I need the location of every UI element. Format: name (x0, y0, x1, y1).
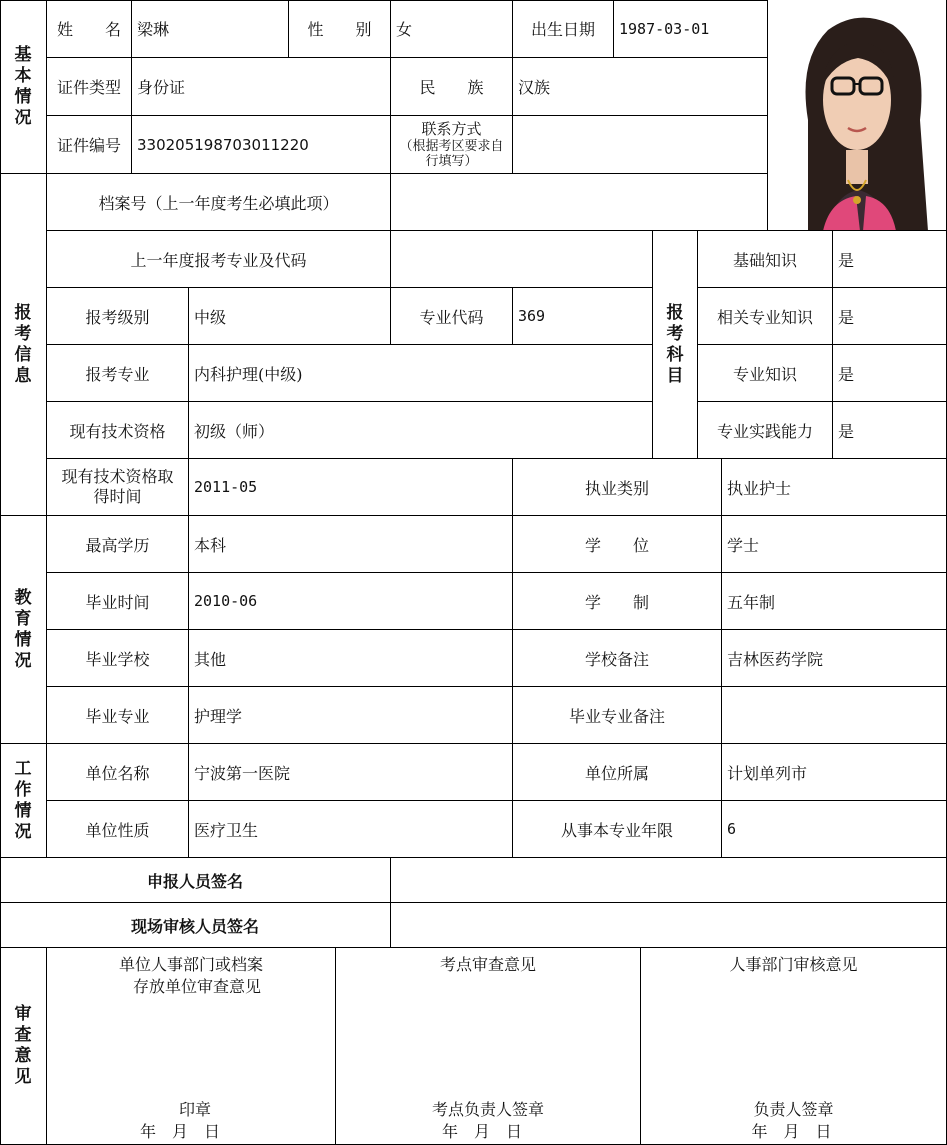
label-subject-4-text: 专业实践能力 (716, 421, 813, 441)
value-major (189, 345, 653, 402)
review-site-date: 年 月 日 (441, 1122, 522, 1141)
value-major-code-text: 369 (518, 307, 546, 325)
review-site-box (336, 948, 641, 1145)
label-degree (513, 516, 722, 573)
section-subjects (653, 231, 698, 459)
label-archive (47, 174, 391, 231)
label-employer-affil-text: 单位所属 (584, 763, 649, 783)
value-grad-major-note (722, 687, 947, 744)
section-char: 况 (14, 650, 32, 671)
value-prev-major (391, 231, 653, 288)
value-edu (189, 516, 513, 573)
label-practice-type (513, 459, 722, 516)
value-employer (189, 744, 513, 801)
label-onsite-sign-text: 现场审核人员签名 (130, 916, 259, 936)
label-gender-text: 性 别 (307, 20, 372, 39)
section-char: 考 (14, 323, 32, 344)
section-char: 工 (14, 758, 32, 779)
section-char: 科 (666, 344, 684, 365)
section-char: 报 (14, 302, 32, 323)
section-char: 育 (14, 608, 32, 629)
label-degree-text: 学 位 (584, 535, 649, 555)
section-char: 况 (14, 821, 32, 842)
value-school-text: 其他 (194, 649, 227, 669)
section-char: 情 (14, 629, 32, 650)
label-birth-text: 出生日期 (530, 20, 595, 39)
value-employer-type (189, 801, 513, 858)
section-char: 息 (14, 365, 32, 386)
section-char: 作 (14, 779, 32, 800)
value-employer-text: 宁波第一医院 (194, 763, 291, 783)
value-grad-time (189, 573, 513, 630)
section-char: 教 (14, 587, 32, 608)
review-hr-title: 人事部门审核意见 (729, 955, 858, 974)
label-subject-2 (698, 288, 833, 345)
section-review (0, 948, 47, 1145)
label-prev-major (47, 231, 391, 288)
value-subject-4-text: 是 (838, 421, 855, 441)
label-school-text: 毕业学校 (85, 649, 150, 669)
value-major-code (513, 288, 653, 345)
label-major-code (391, 288, 513, 345)
value-archive (391, 174, 768, 231)
value-subject-3-text: 是 (838, 364, 855, 384)
label-school-years (513, 573, 722, 630)
section-char: 信 (14, 344, 32, 365)
label-school-years-text: 学 制 (584, 592, 649, 612)
label-grad-time-text: 毕业时间 (85, 592, 150, 612)
review-unit-title-line1: 单位人事部门或档案 (118, 955, 263, 974)
label-subject-3-text: 专业知识 (732, 364, 797, 384)
label-name (47, 0, 132, 58)
section-char: 情 (14, 86, 32, 107)
section-char: 报 (666, 302, 684, 323)
value-grad-time-text: 2010-06 (194, 592, 258, 610)
value-school-note-text: 吉林医药学院 (727, 649, 824, 669)
section-education (0, 516, 47, 744)
label-subject-3 (698, 345, 833, 402)
value-school (189, 630, 513, 687)
label-id-type (47, 58, 132, 116)
value-current-title (189, 402, 653, 459)
section-basic (0, 0, 47, 174)
label-current-title (47, 402, 189, 459)
value-practice-type (722, 459, 947, 516)
applicant-sign-area[interactable] (391, 858, 947, 903)
value-subject-2-text: 是 (838, 307, 855, 327)
section-char: 考 (666, 323, 684, 344)
label-employer-text: 单位名称 (85, 763, 150, 783)
label-title-time-line1: 现有技术资格取 (61, 467, 174, 486)
value-name (132, 0, 289, 58)
value-title-time-text: 2011-05 (194, 478, 258, 496)
label-level-text: 报考级别 (85, 307, 150, 327)
label-name-text: 姓 名 (56, 20, 121, 39)
value-name-text: 梁琳 (137, 20, 170, 39)
label-ethnicity-text: 民 族 (419, 78, 484, 97)
onsite-sign-area[interactable] (391, 903, 947, 948)
label-contact (391, 116, 513, 174)
applicant-photo (768, 0, 947, 231)
value-school-note (722, 630, 947, 687)
section-char: 意 (14, 1046, 32, 1066)
label-edu (47, 516, 189, 573)
label-contact-line1: 联系方式 (421, 120, 482, 138)
value-birth (614, 0, 768, 58)
section-char: 目 (666, 365, 684, 386)
label-major (47, 345, 189, 402)
value-degree-text: 学士 (727, 535, 760, 555)
review-unit-box (47, 948, 336, 1145)
label-level (47, 288, 189, 345)
value-birth-text: 1987-03-01 (619, 19, 710, 38)
label-employer-type-text: 单位性质 (85, 820, 150, 840)
label-gender (289, 0, 391, 58)
value-practice-type-text: 执业护士 (727, 478, 792, 498)
section-work (0, 744, 47, 858)
label-onsite-sign (0, 903, 391, 948)
value-edu-text: 本科 (194, 535, 227, 555)
section-char: 情 (14, 800, 32, 821)
value-ethnicity (513, 58, 768, 116)
site-sign-label: 考点负责人签章 (431, 1100, 544, 1119)
value-level (189, 288, 391, 345)
hr-sign-label: 负责人签章 (753, 1100, 834, 1119)
value-major-text: 内科护理(中级) (194, 364, 303, 384)
value-employer-type-text: 医疗卫生 (194, 820, 259, 840)
review-hr-date: 年 月 日 (751, 1122, 832, 1141)
value-subject-4 (833, 402, 947, 459)
label-id-type-text: 证件类型 (56, 78, 121, 97)
label-id-no-text: 证件编号 (56, 136, 121, 155)
section-char: 审 (14, 1004, 32, 1024)
label-school (47, 630, 189, 687)
portrait-image (768, 0, 947, 231)
label-years-in-field-text: 从事本专业年限 (560, 820, 673, 840)
label-grad-major-note-text: 毕业专业备注 (568, 706, 665, 726)
value-gender-text: 女 (396, 20, 413, 39)
review-unit-date: 年 月 日 (139, 1122, 220, 1141)
label-employer (47, 744, 189, 801)
label-employer-type (47, 801, 189, 858)
label-current-title-text: 现有技术资格 (69, 421, 166, 441)
value-ethnicity-text: 汉族 (518, 78, 551, 97)
label-contact-line3: 行填写） (425, 154, 478, 169)
label-contact-line2: （根据考区要求自 (399, 139, 504, 154)
label-birth (513, 0, 614, 58)
label-applicant-sign (0, 858, 391, 903)
review-unit-sign (47, 1099, 335, 1143)
label-subject-2-text: 相关专业知识 (716, 307, 813, 327)
review-hr-sign (641, 1099, 946, 1143)
label-employer-affil (513, 744, 722, 801)
label-ethnicity (391, 58, 513, 116)
value-contact (513, 116, 768, 174)
value-employer-affil (722, 744, 947, 801)
label-grad-major-text: 毕业专业 (85, 706, 150, 726)
value-subject-1-text: 是 (838, 250, 855, 270)
value-gender (391, 0, 513, 58)
label-subject-1-text: 基础知识 (732, 250, 797, 270)
label-grad-major-note (513, 687, 722, 744)
section-char: 况 (14, 107, 32, 128)
section-char: 见 (14, 1067, 32, 1087)
section-exam (0, 174, 47, 516)
label-subject-4 (698, 402, 833, 459)
value-grad-major-text: 护理学 (194, 706, 243, 726)
value-grad-major (189, 687, 513, 744)
value-id-no-text: 330205198703011220 (137, 135, 309, 154)
label-grad-time (47, 573, 189, 630)
label-applicant-sign-text: 申报人员签名 (146, 871, 243, 891)
value-school-years (722, 573, 947, 630)
label-title-time (47, 459, 189, 516)
label-prev-major-text: 上一年度报考专业及代码 (130, 250, 307, 270)
label-subject-1 (698, 231, 833, 288)
value-degree (722, 516, 947, 573)
label-archive-text: 档案号（上一年度考生必填此项） (98, 193, 339, 213)
value-title-time (189, 459, 513, 516)
review-unit-title-line2: 存放单位审查意见 (132, 977, 261, 996)
label-major-code-text: 专业代码 (419, 307, 484, 327)
value-employer-affil-text: 计划单列市 (727, 763, 808, 783)
value-school-years-text: 五年制 (727, 592, 776, 612)
label-edu-text: 最高学历 (85, 535, 150, 555)
value-level-text: 中级 (194, 307, 227, 327)
label-years-in-field (513, 801, 722, 858)
section-char: 本 (14, 65, 32, 86)
value-id-type-text: 身份证 (137, 78, 186, 97)
label-practice-type-text: 执业类别 (584, 478, 649, 498)
label-grad-major (47, 687, 189, 744)
value-id-no (132, 116, 391, 174)
label-school-note-text: 学校备注 (584, 649, 649, 669)
value-subject-2 (833, 288, 947, 345)
review-hr-box (641, 948, 947, 1145)
value-years-in-field (722, 801, 947, 858)
label-title-time-line2: 得时间 (93, 487, 142, 506)
seal-label: 印章 (178, 1100, 211, 1119)
value-id-type (132, 58, 391, 116)
label-major-text: 报考专业 (85, 364, 150, 384)
label-school-note (513, 630, 722, 687)
value-years-in-field-text: 6 (727, 820, 737, 838)
review-site-title: 考点审查意见 (439, 955, 536, 974)
section-char: 查 (14, 1025, 32, 1045)
value-current-title-text: 初级（师） (194, 421, 275, 441)
value-subject-3 (833, 345, 947, 402)
value-subject-1 (833, 231, 947, 288)
label-id-no (47, 116, 132, 174)
review-site-sign (336, 1099, 640, 1143)
section-char: 基 (14, 44, 32, 65)
